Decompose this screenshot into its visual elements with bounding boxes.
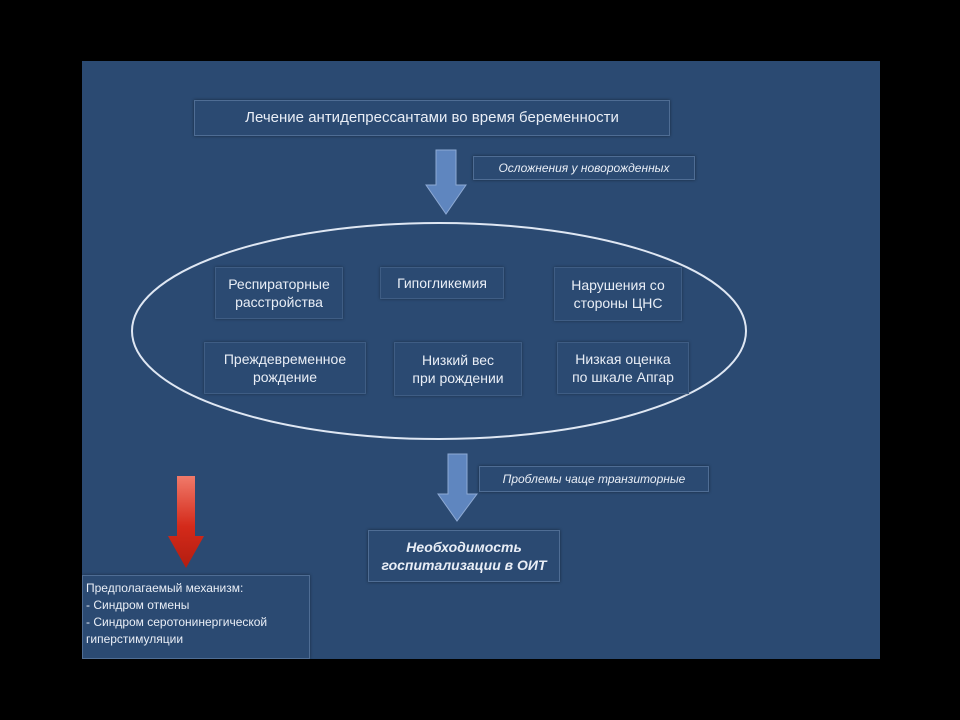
- icu-line2: госпитализации в ОИТ: [381, 557, 547, 573]
- down-arrow-2: [438, 454, 477, 521]
- complication-respiratory-line2: расстройства: [235, 294, 323, 310]
- red-down-arrow: [168, 476, 204, 568]
- complication-respiratory: [215, 267, 343, 319]
- complication-cns-line2: стороны ЦНС: [573, 295, 663, 311]
- complication-cns: [554, 267, 682, 321]
- complication-apgar-line2: по шкале Апгар: [572, 369, 674, 385]
- complication-hypoglycemia-line1: Гипогликемия: [397, 275, 487, 291]
- icu-line1: Необходимость: [406, 539, 522, 555]
- arrow-note-complications: Осложнения у новорожденных: [473, 156, 695, 180]
- complications-ellipse: [132, 223, 746, 439]
- complication-apgar-line1: Низкая оценка: [575, 351, 671, 367]
- complication-low-weight-line2: при рождении: [412, 370, 504, 386]
- down-arrow-1: [426, 150, 466, 214]
- complication-low-weight: [394, 342, 522, 396]
- icu-box: [368, 530, 560, 582]
- complication-premature: [204, 342, 366, 394]
- slide: [82, 61, 880, 659]
- complication-low-weight-line1: Низкий вес: [421, 352, 495, 368]
- complication-hypoglycemia: [380, 267, 504, 299]
- diagram-title: Лечение антидепрессантами во время беременности: [194, 100, 670, 136]
- mechanism-heading: Предполагаемый механизм:: [86, 581, 244, 595]
- complication-premature-line2: рождение: [252, 369, 318, 385]
- mechanism-item-withdrawal: - Синдром отмены: [86, 598, 190, 612]
- complication-premature-line1: Преждевременное: [223, 351, 347, 367]
- mechanism-item-serotonin: - Синдром серотонинергической: [86, 615, 268, 629]
- arrow-note-transient: Проблемы чаще транзиторные: [479, 466, 709, 492]
- complication-respiratory-line1: Респираторные: [228, 276, 330, 292]
- complication-apgar: [557, 342, 689, 394]
- complication-cns-line1: Нарушения со: [571, 277, 665, 293]
- mechanism-box: [82, 575, 310, 659]
- mechanism-item-serotonin-cont: гиперстимуляции: [86, 632, 184, 646]
